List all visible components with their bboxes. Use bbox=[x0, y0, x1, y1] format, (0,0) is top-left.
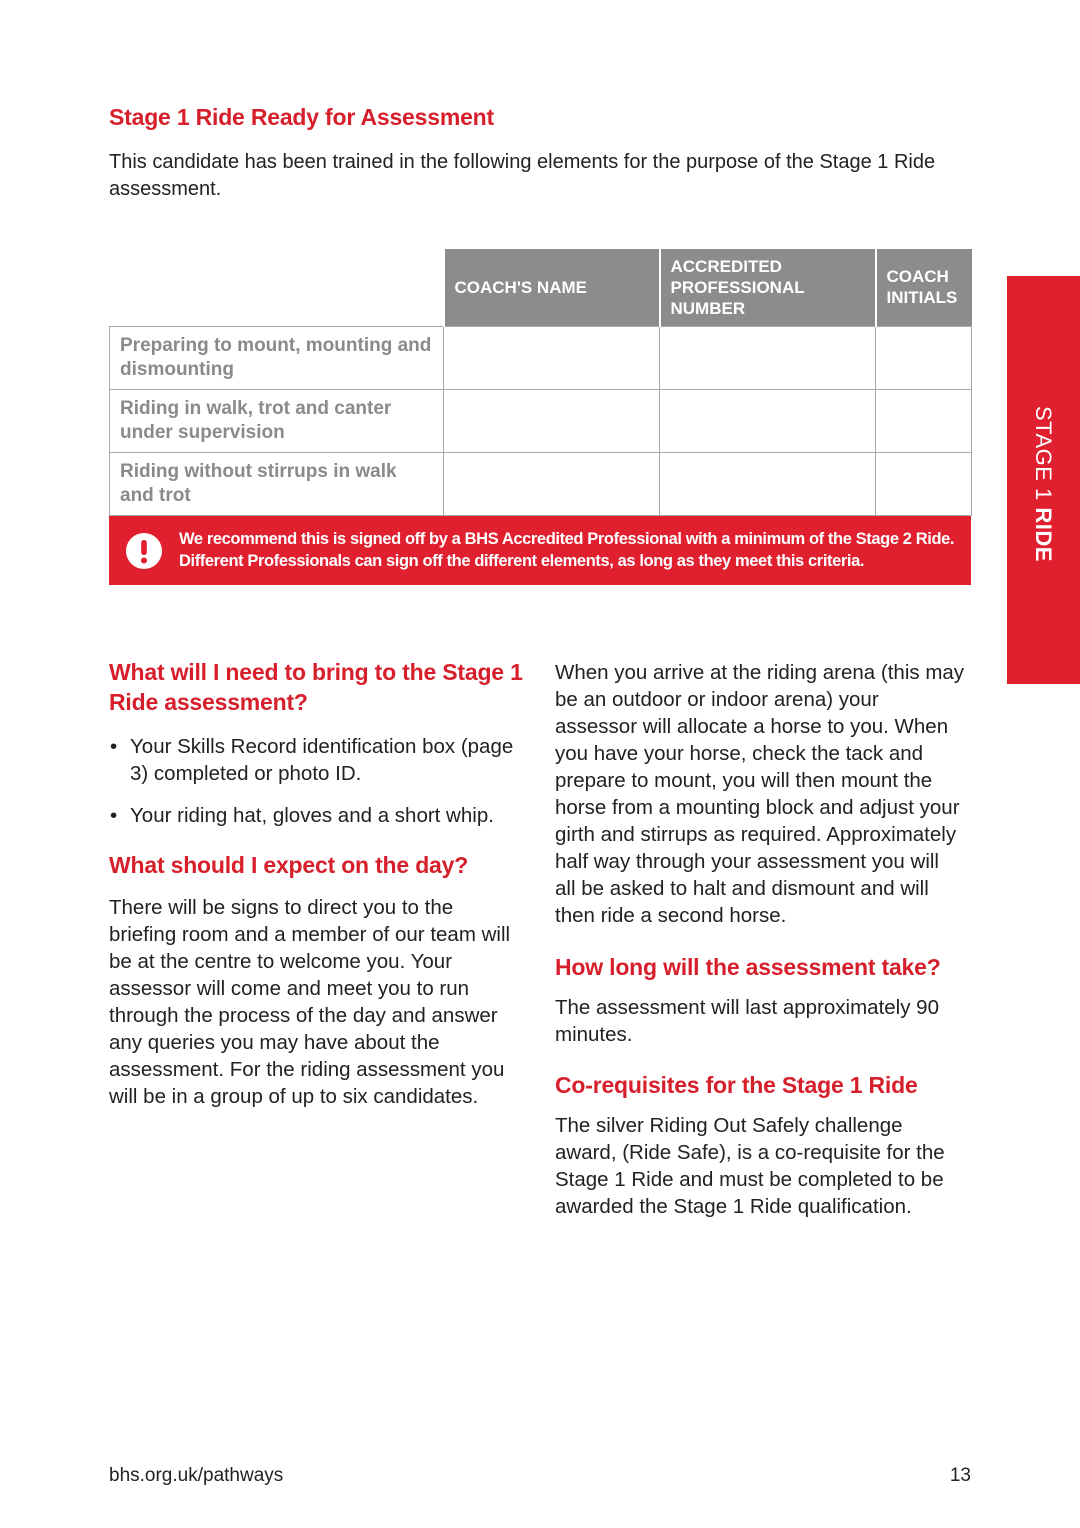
footer-url[interactable]: bhs.org.uk/pathways bbox=[109, 1465, 284, 1486]
duration-text: The assessment will last approximately 90 minutes. bbox=[555, 996, 939, 1046]
table-row bbox=[110, 452, 972, 515]
recommendation-text: We recommend this is signed off by a BHS Accredited Professional with a minimum of the Stage 2 Ride. Different Professionals can sign off the different elements, as long as they meet this criteria. bbox=[179, 530, 955, 570]
duration-heading: How long will the assessment take? bbox=[555, 954, 941, 980]
recommendation-banner bbox=[109, 516, 971, 585]
coreq-text: The silver Riding Out Safely challenge award, (Ride Safe), is a co-requisite for the Stage 1 Ride and must be completed to be awarded the Stage 1 Ride qualification. bbox=[555, 1114, 945, 1218]
row-label: Preparing to mount, mounting and dismounting bbox=[110, 326, 444, 389]
column-header-coach-initials: COACH INITIALS bbox=[876, 249, 972, 326]
bring-heading: What will I need to bring to the Stage 1 Ride assessment? bbox=[109, 659, 523, 715]
row-label: Riding without stirrups in walk and trot bbox=[110, 452, 444, 515]
table-row bbox=[110, 326, 972, 389]
professional-number-cell[interactable] bbox=[660, 389, 876, 452]
coach-name-cell[interactable] bbox=[444, 389, 660, 452]
arrival-text: When you arrive at the riding arena (this may be an outdoor or indoor arena) your assessor will allocate a horse to you. When you have your horse, check the tack and prepare to mount, you will then mount the horse from a mounting block and adjust your girth and stirrups as required. Approximately half way through your assessment you will all be asked to halt and dismount and will then ride a second horse. bbox=[555, 661, 965, 927]
column-header-professional-number: ACCREDITED PROFESSIONAL NUMBER bbox=[660, 249, 876, 326]
sign-off-table bbox=[109, 249, 972, 516]
coach-initials-cell[interactable] bbox=[876, 452, 972, 515]
list-item: • Your riding hat, gloves and a short whip. bbox=[109, 802, 524, 829]
professional-number-cell[interactable] bbox=[660, 326, 876, 389]
column-header-coach-name: COACH'S NAME bbox=[444, 249, 660, 326]
coach-initials-cell[interactable] bbox=[876, 326, 972, 389]
section-tab-label: STAGE 1 RIDE bbox=[1031, 406, 1056, 562]
page-number: 13 bbox=[949, 1465, 971, 1486]
intro-text: This candidate has been trained in the following elements for the purpose of the Stage 1 Ride assessment. bbox=[109, 151, 936, 200]
exclamation-icon bbox=[126, 533, 162, 569]
coreq-heading: Co-requisites for the Stage 1 Ride bbox=[555, 1072, 918, 1098]
section-tab bbox=[1007, 276, 1080, 684]
expect-text: There will be signs to direct you to the briefing room and a member of our team will be at the centre to welcome you. Your assessor will come and meet you to run through the process of the day and answer any queries you may have about the assessment. For the riding assessment you will be in a group of up to six candidates. bbox=[109, 896, 511, 1108]
right-column bbox=[555, 657, 965, 1220]
coach-name-cell[interactable] bbox=[444, 326, 660, 389]
expect-heading: What should I expect on the day? bbox=[109, 852, 469, 878]
table-row bbox=[110, 389, 972, 452]
row-label: Riding in walk, trot and canter under supervision bbox=[110, 389, 444, 452]
page-title: Stage 1 Ride Ready for Assessment bbox=[109, 104, 494, 130]
bring-list bbox=[109, 733, 524, 829]
list-item: • Your Skills Record identification box (page 3) completed or photo ID. bbox=[109, 733, 524, 787]
table-header-row bbox=[110, 249, 972, 326]
professional-number-cell[interactable] bbox=[660, 452, 876, 515]
table-corner bbox=[110, 249, 444, 326]
left-column bbox=[109, 657, 524, 1110]
coach-name-cell[interactable] bbox=[444, 452, 660, 515]
coach-initials-cell[interactable] bbox=[876, 389, 972, 452]
